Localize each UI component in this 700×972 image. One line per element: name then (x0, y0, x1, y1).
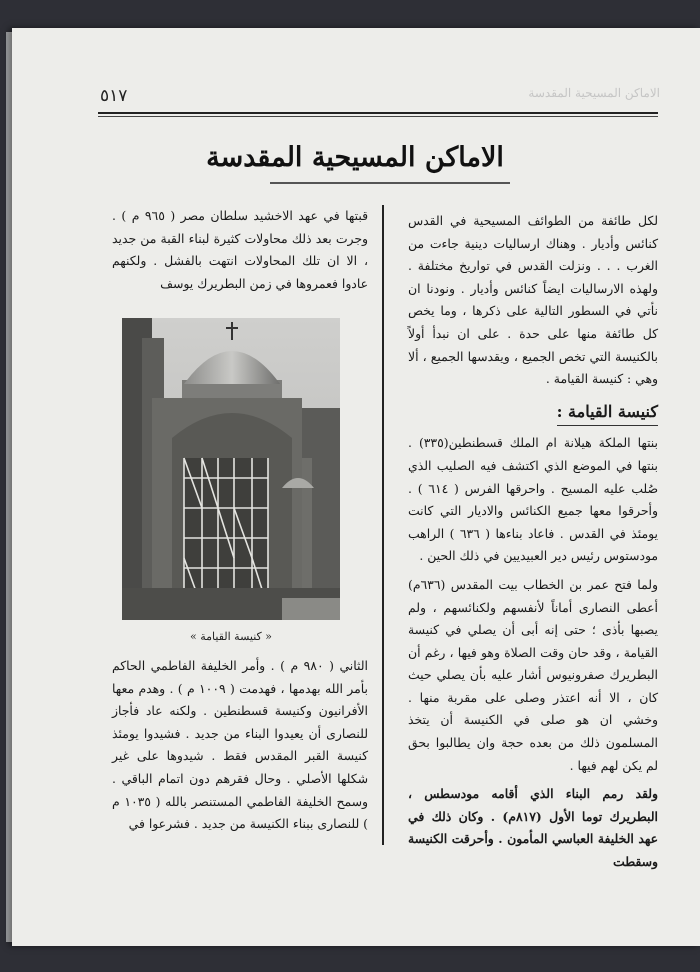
church-photo (122, 318, 340, 620)
header-rule (98, 112, 658, 114)
column-divider (382, 205, 384, 845)
paragraph-3: ولقد رمم البناء الذي أقامه مودسطس ، البطريرك توما الأول (٨١٧م) . وكان ذلك في عهد الخليفة العباسي المأمون . وأحرقت الكنيسة وسقطت (408, 786, 658, 870)
bleed-through-text: الاماكن المسيحية المقدسة (528, 86, 660, 100)
section-heading: كنيسة القيامة : (557, 401, 658, 427)
left-column-bottom (112, 655, 368, 836)
paragraph-2: ولما فتح عمر بن الخطاب بيت المقدس (٦٣٦م) أعطى النصارى أماناً لأنفسهم ولكنائسهم ، ولم يصبها بأذى ؛ حتى إنه أبى أن يصلي في كنيسة القيامة ، وقد حان وقت الصلاة وهو فيها ، رغم أن البطريرك صفرونيوس أشار عليه بأن يصلي حيث كان ، الا أنه اعتذر وصلى على مقربة منها . وخشي ان هو صلى في الكنيسة أن يتخذ المسلمون ذلك من بعده حجة وان يطالبوا بحق لم يكن لهم فيها . (408, 576, 658, 773)
title-underline (270, 182, 510, 184)
left-paragraph-top: قبتها في عهد الاخشيد سلطان مصر ( ٩٦٥ م ) . وجرت بعد ذلك محاولات كثيرة لبناء القبة من جديد ، الا ان تلك المحاولات انتهت بالفشل . ولكنهم عادوا فعمروها في زمن البطريرك يوسف (112, 208, 369, 291)
photo-caption: « كنيسة القيامة » (190, 630, 272, 643)
right-column (408, 210, 658, 874)
left-column-top (112, 205, 368, 295)
left-paragraph-bottom: الثاني ( ٩٨٠ م ) . وأمر الخليفة الفاطمي الحاكم بأمر الله بهدمها ، فهدمت ( ١٠٠٩ م ) . وهدم معها الأفرانيون وكنيسة قسطنطين . ولكنه عاد فأجاز للنصارى أن يعيدوا البناء من جديد . فشيدوا يومئذ كنيسة القبر المقدس فقط . شيدوها على غير شكلها الأصلي . وحال فقرهم دون اتمام الباقي . وسمح الخليفة الفاطمي المستنصر بالله ( ١٠٣٥ م ) للنصارى ببناء الكنيسة من جديد . فشرعوا في (112, 658, 368, 832)
paragraph-1: بنتها الملكة هيلانة ام الملك قسطنطين(٣٣٥) . بنتها في الموضع الذي اكتشف فيه الصليب الذي صُلب عليه المسيح . واحرقها الفرس ( ٦١٤ ) . وأحرقوا معها جميع الكنائس والاديار التي كانت يومئذ في القدس . فاعاد بناءها ( ٦٣٦ ) الراهب مودستوس رئيس دير العبيديين في ذلك الحين . (408, 435, 658, 564)
header-rule-thin (98, 116, 658, 117)
page-number: ٥١٧ (100, 86, 128, 106)
page-title: الاماكن المسيحية المقدسة (206, 142, 504, 173)
intro-paragraph: لكل طائفة من الطوائف المسيحية في القدس كنائس وأديار . وهناك ارساليات دينية جاءت من الغرب . . . ونزلت القدس في تواريخ مختلفة . ولهذه الارساليات ايضاً كنائس وأديار . ونودنا ان نأتي في السطور التالية على ذكرها ، وما يخص كل طائفة منها على حدة . على ان نبدأ أولاً بالكنيسة التي تخص الجميع ، ويقدسها الجميع ، ألا وهي : كنيسة القيامة . (408, 213, 658, 387)
